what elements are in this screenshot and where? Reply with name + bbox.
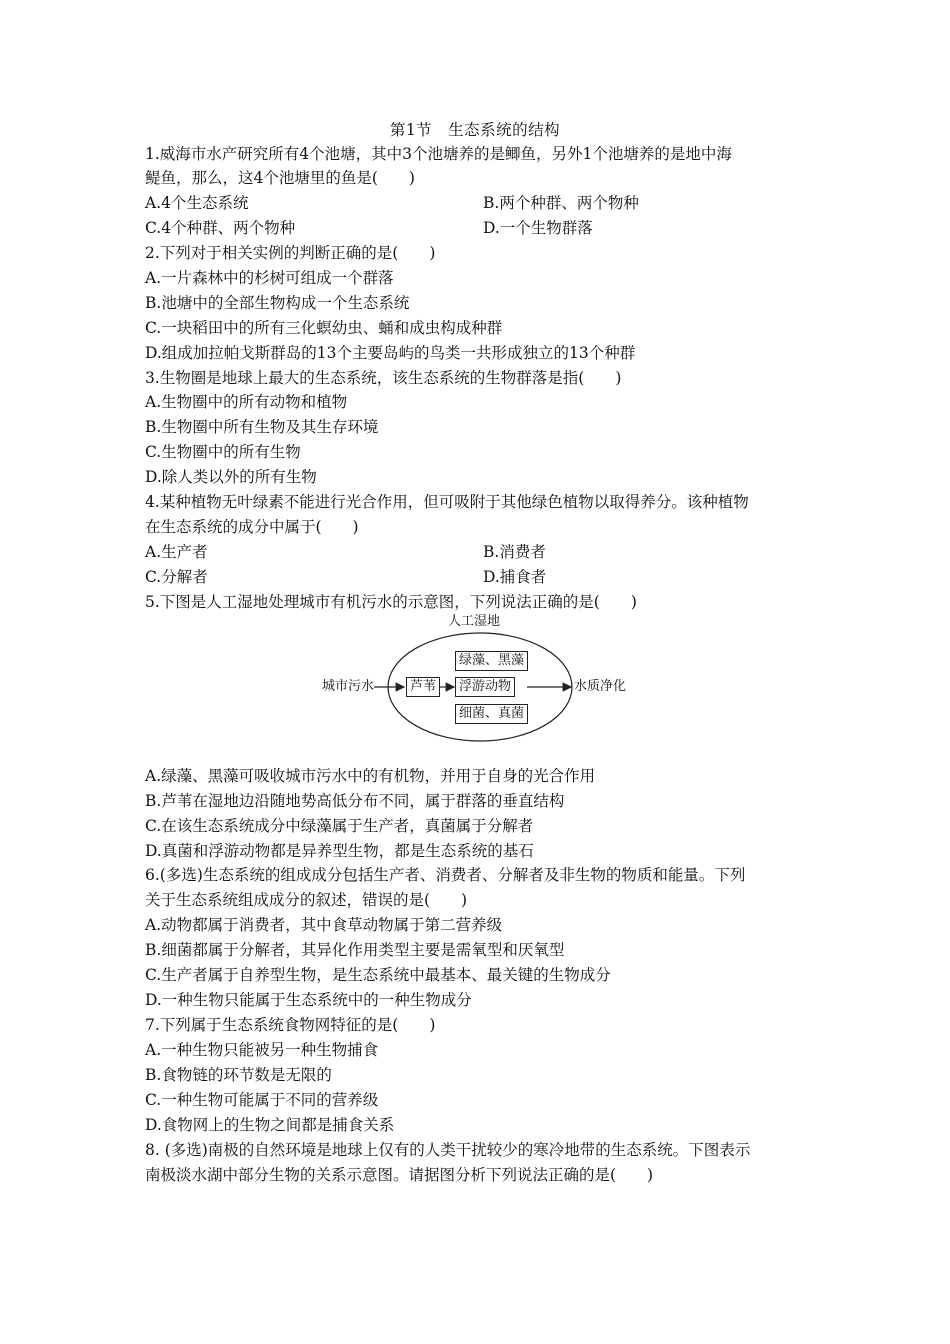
q4-stem-line2: 在生态系统的成分中属于( ) <box>145 518 359 536</box>
q6-option-d: D.一种生物只能属于生态系统中的一种生物成分 <box>145 991 472 1009</box>
q4-option-c: C.分解者 <box>145 568 208 586</box>
q7-option-a: A.一种生物只能被另一种生物捕食 <box>145 1041 379 1059</box>
q3-option-c: C.生物圈中的所有生物 <box>145 443 301 461</box>
q3-option-d: D.除人类以外的所有生物 <box>145 468 317 486</box>
q6-stem-line2: 关于生态系统组成成分的叙述，错误的是( ) <box>145 891 468 909</box>
q7-option-c: C.一种生物可能属于不同的营养级 <box>145 1091 379 1109</box>
q5-option-c: C.在该生态系统成分中绿藻属于生产者，真菌属于分解者 <box>145 817 534 835</box>
q8-stem-line1: 8. (多选)南极的自然环境是地球上仅有的人类干扰较少的寒冷地带的生态系统。下图表示 <box>145 1141 751 1159</box>
q4-option-b: B.消费者 <box>483 543 546 561</box>
q5-option-a: A.绿藻、黑藻可吸收城市污水中的有机物，并用于自身的光合作用 <box>145 767 596 785</box>
q2-option-c: C.一块稻田中的所有三化螟幼虫、蛹和成虫构成种群 <box>145 319 503 337</box>
q6-option-a: A.动物都属于消费者，其中食草动物属于第二营养级 <box>145 916 503 934</box>
q1-stem-line1: 1.威海市水产研究所有4个池塘，其中3个池塘养的是鲫鱼，另外1个池塘养的是地中海 <box>145 145 732 163</box>
q1-option-b: B.两个种群、两个物种 <box>483 194 639 212</box>
q3-stem: 3.生物圈是地球上最大的生态系统，该生态系统的生物群落是指( ) <box>145 369 622 387</box>
q6-option-b: B.细菌都属于分解者，其异化作用类型主要是需氧型和厌氧型 <box>145 941 565 959</box>
q2-option-d: D.组成加拉帕戈斯群岛的13个主要岛屿的鸟类一共形成独立的13个种群 <box>145 344 636 362</box>
q5-stem: 5.下图是人工湿地处理城市有机污水的示意图，下列说法正确的是( ) <box>145 593 637 611</box>
wetland-diagram <box>300 610 660 750</box>
q4-stem-line1: 4.某种植物无叶绿素不能进行光合作用，但可吸附于其他绿色植物以取得养分。该种植物 <box>145 493 749 511</box>
q1-stem-line2: 鳀鱼，那么，这4个池塘里的鱼是( ) <box>145 169 415 187</box>
q5-option-d: D.真菌和浮游动物都是异养型生物，都是生态系统的基石 <box>145 842 534 860</box>
q7-stem: 7.下列属于生态系统食物网特征的是( ) <box>145 1016 436 1034</box>
wetland-label: 人工湿地 <box>448 614 501 629</box>
zooplankton-box: 浮游动物 <box>455 677 515 697</box>
algae-box: 绿藻、黑藻 <box>455 651 528 671</box>
q4-option-d: D.捕食者 <box>483 568 547 586</box>
q2-option-b: B.池塘中的全部生物构成一个生态系统 <box>145 294 410 312</box>
q2-option-a: A.一片森林中的杉树可组成一个群落 <box>145 269 394 287</box>
q1-option-a: A.4个生态系统 <box>145 194 249 212</box>
decomposer-box: 细菌、真菌 <box>455 704 528 724</box>
q1-option-c: C.4个种群、两个物种 <box>145 219 296 237</box>
input-label: 城市污水 <box>322 679 375 694</box>
q8-stem-line2: 南极淡水湖中部分生物的关系示意图。请据图分析下列说法正确的是( ) <box>145 1166 654 1184</box>
q7-option-b: B.食物链的环节数是无限的 <box>145 1066 332 1084</box>
q6-stem-line1: 6.(多选)生态系统的组成成分包括生产者、消费者、分解者及非生物的物质和能量。下列 <box>145 866 746 884</box>
section-title: 第1节 生态系统的结构 <box>389 121 561 139</box>
q2-stem: 2.下列对于相关实例的判断正确的是( ) <box>145 244 436 262</box>
q6-option-c: C.生产者属于自养型生物，是生态系统中最基本、最关键的生物成分 <box>145 966 611 984</box>
q4-option-a: A.生产者 <box>145 543 208 561</box>
q3-option-b: B.生物圈中所有生物及其生存环境 <box>145 418 379 436</box>
reed-box: 芦苇 <box>406 677 440 697</box>
q7-option-d: D.食物网上的生物之间都是捕食关系 <box>145 1116 395 1134</box>
q1-option-d: D.一个生物群落 <box>483 219 593 237</box>
q5-option-b: B.芦苇在湿地边沿随地势高低分布不同，属于群落的垂直结构 <box>145 792 565 810</box>
q3-option-a: A.生物圈中的所有动物和植物 <box>145 393 348 411</box>
output-label: 水质净化 <box>574 679 627 694</box>
